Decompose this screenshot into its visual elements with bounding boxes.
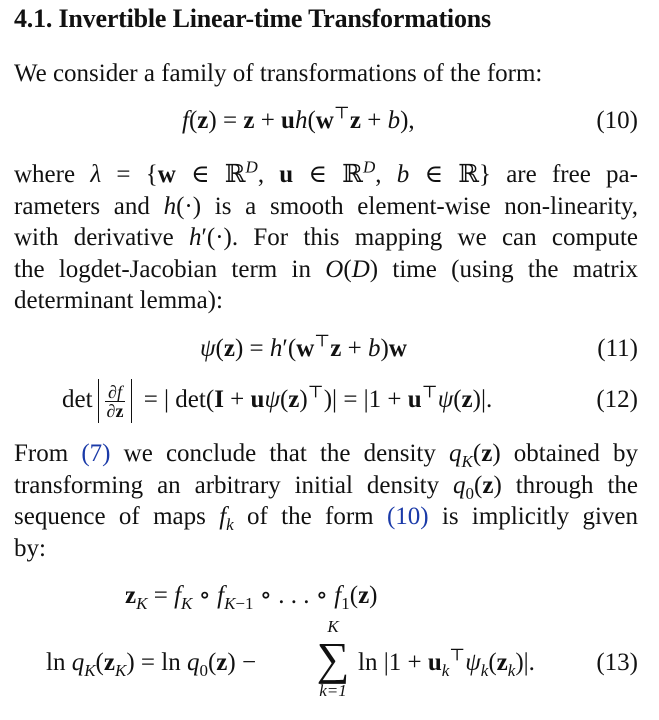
para3-line3: sequence of maps $f_k$ of the form (10) is implicitly given: [14, 503, 639, 534]
section-heading: 4.1. Invertible Linear-time Transformations: [14, 4, 491, 33]
equation-number-13: (13): [596, 649, 638, 676]
equation-number-11: (11): [597, 335, 638, 362]
equation-number-10: (10): [596, 107, 638, 134]
para2-line3: with derivative h′(·). For this mapping we can compute: [14, 224, 638, 251]
equation-number-12: (12): [596, 386, 638, 413]
equation-12: det $\frac{\partial f}{\partial z}$ = | det(I + uψ(z)⊤)| = |1 + u⊤ψ(z)|.: [62, 378, 492, 423]
para3-line1: From (7) we conclude that the density $q_K(z)$ obtained by: [14, 440, 639, 471]
summation-symbol: K ∑ k=1: [316, 617, 350, 700]
para2-line5: determinant lemma):: [14, 287, 223, 314]
ref-eq-10[interactable]: (10): [386, 503, 429, 530]
equation-11: ψ(z) = h′(w⊤z + b)w: [200, 331, 407, 362]
equation-13-lhs: $\ln q_K(z_K) = \ln q_0(z)$ −: [46, 649, 257, 680]
paragraph-intro: We consider a family of transformations of the form:: [14, 60, 543, 87]
para3-line4: by:: [14, 534, 46, 562]
ref-eq-7[interactable]: (7): [81, 440, 111, 467]
para2-line4: the logdet-Jacobian term in O(D) time (using the matrix: [14, 255, 639, 283]
para2-line2: rameters and h(·) is a smooth element-wise non-linearity,: [14, 192, 639, 220]
equation-13-rhs: $\ln |1 + u_k^⊤\psi_k(z_k)|$.: [358, 645, 535, 680]
equation-composition: $z_K = f_K$ ∘ $f_{K-1}$ ∘ . . . ∘ $f_1(z)$: [125, 582, 378, 613]
para3-line2: transforming an arbitrary initial density $q_0(z)$ through the: [14, 471, 638, 503]
paragraph-density: [14, 438, 638, 564]
paragraph-parameters: [14, 159, 638, 317]
para2-line1: where λ = {w ∈ ℝ$^D$, u ∈ ℝ$^D$, b ∈ ℝ} are free pa-: [14, 157, 638, 188]
equation-10: f(z) = z + uh(w⊤z + b),: [182, 103, 415, 134]
